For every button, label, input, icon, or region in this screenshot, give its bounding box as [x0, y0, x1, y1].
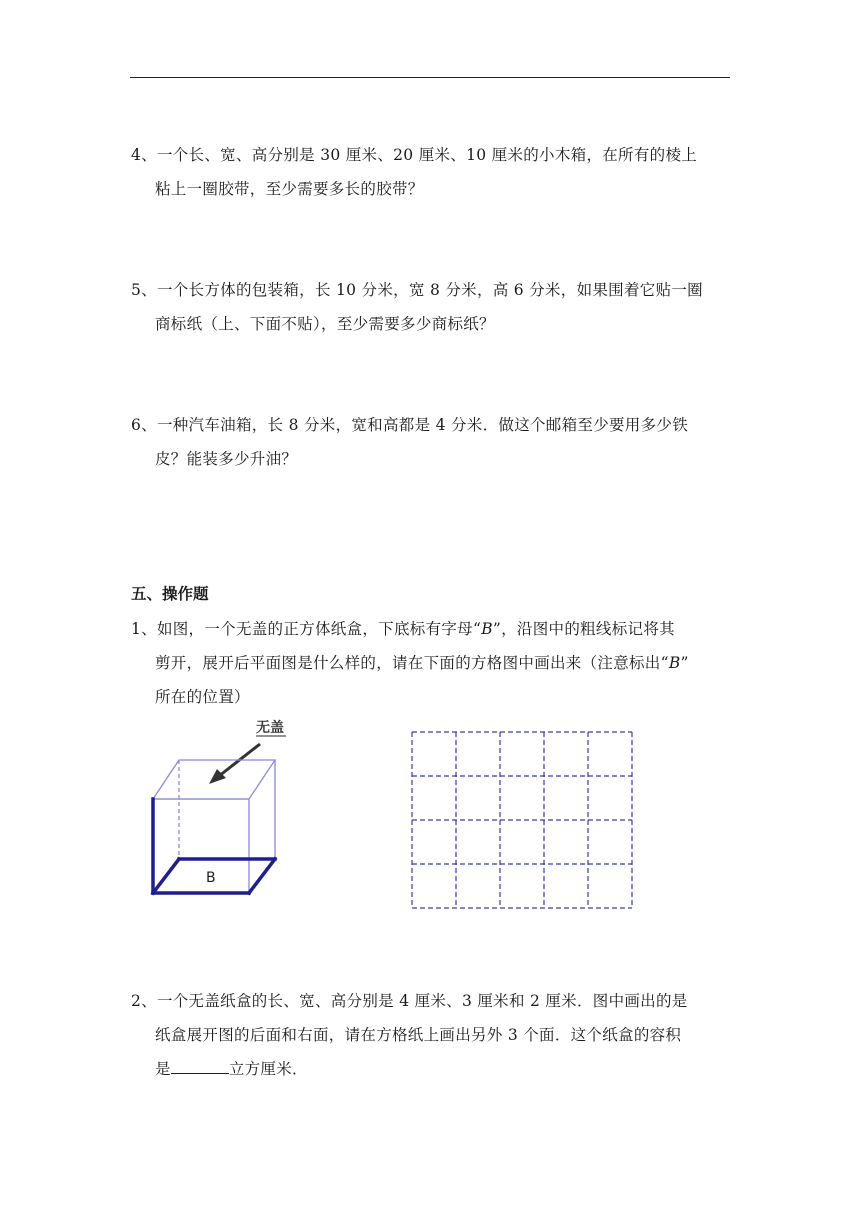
- operation-question-1-line-3: 所在的位置）: [155, 688, 250, 706]
- question-6-line-2: 皮？能装多少升油？: [155, 450, 298, 468]
- question-4-line-1: 4、一个长、宽、高分别是 30 厘米、20 厘米、10 厘米的小木箱，在所有的棱上: [131, 146, 698, 164]
- text-fragment: ”，沿图中的粗线标记将其: [492, 620, 675, 638]
- question-5: [131, 273, 731, 341]
- face-label-b: B: [206, 870, 216, 886]
- question-4-line-2: 粘上一圈胶带，至少需要多长的胶带？: [155, 180, 424, 198]
- operation-question-1-line-2: [131, 646, 731, 680]
- operation-question-2: [131, 984, 731, 1086]
- text-fragment: 是: [155, 1060, 171, 1078]
- text-fragment: 剪开，展开后平面图是什么样的，请在下面的方格图中画出来（注意标出“: [155, 654, 669, 672]
- operation-question-2-line-1: 2、一个无盖纸盒的长、宽、高分别是 4 厘米、3 厘米和 2 厘米．图中画出的是: [131, 992, 688, 1010]
- operation-question-2-line-3: [131, 1052, 731, 1086]
- section-title: 五、操作题: [131, 585, 209, 603]
- answer-grid[interactable]: [410, 730, 636, 910]
- question-4: [131, 138, 731, 206]
- question-5-line-2: 商标纸（上、下面不贴），至少需要多少商标纸？: [155, 315, 495, 333]
- answer-blank[interactable]: [171, 1055, 229, 1074]
- question-6-line-1: 6、一种汽车油箱，长 8 分米，宽和高都是 4 分米．做这个邮箱至少要用多少铁: [131, 416, 688, 434]
- open-cube-figure: [140, 712, 340, 902]
- text-fragment: ”: [680, 654, 689, 672]
- question-6: [131, 408, 731, 476]
- operation-question-2-line-2: 纸盒展开图的后面和右面，请在方格纸上画出另外 3 个面．这个纸盒的容积: [155, 1026, 682, 1044]
- operation-question-1-line-1: [131, 612, 731, 646]
- question-5-line-1: 5、一个长方体的包装箱，长 10 分米，宽 8 分米，高 6 分米，如果围着它贴一圈: [131, 281, 703, 299]
- lid-label: 无盖: [256, 720, 284, 736]
- text-fragment: 1、如图，一个无盖的正方体纸盒，下底标有字母“: [131, 620, 482, 638]
- letter-b: B: [668, 654, 681, 672]
- letter-b: B: [481, 620, 493, 638]
- lid-arrow-icon: [209, 744, 260, 784]
- text-fragment: 立方厘米．: [228, 1060, 308, 1078]
- header-rule: [130, 77, 730, 78]
- operation-question-1: [131, 612, 731, 714]
